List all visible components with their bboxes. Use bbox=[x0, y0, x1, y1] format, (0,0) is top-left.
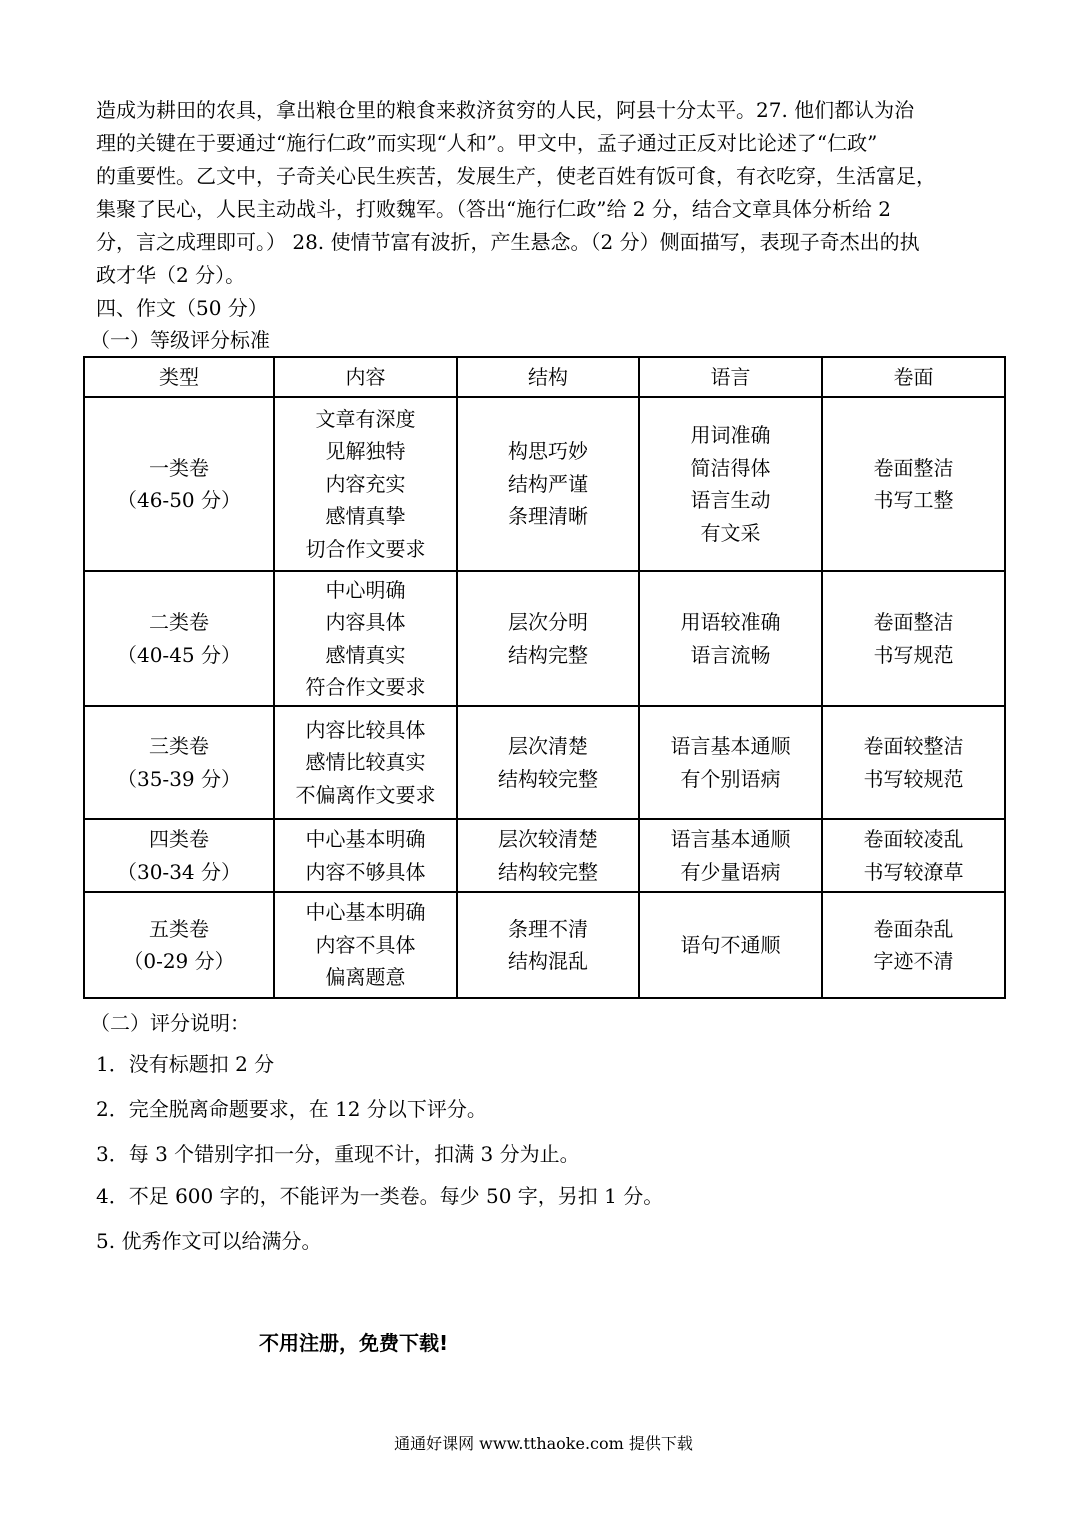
grade-range: （40-45 分） bbox=[116, 642, 241, 667]
criterion: 字迹不清 bbox=[873, 949, 954, 973]
criterion: 条理不清 bbox=[508, 916, 588, 941]
criterion: 偏离题意 bbox=[325, 965, 406, 990]
scoring-note: 5. 优秀作文可以给满分。 bbox=[96, 1229, 322, 1253]
cell-content bbox=[274, 397, 457, 571]
cell-content bbox=[274, 706, 457, 819]
cell-structure bbox=[457, 706, 639, 819]
grading-standard-heading: （一）等级评分标准 bbox=[90, 328, 270, 352]
criterion: 语言基本通顺 bbox=[670, 734, 791, 758]
cell-type bbox=[84, 892, 274, 998]
cell-type bbox=[84, 819, 274, 892]
cell-type bbox=[84, 571, 274, 706]
column-header-content: 内容 bbox=[274, 357, 457, 397]
criterion: 结构完整 bbox=[508, 642, 588, 667]
scoring-note: 4．不足 600 字的，不能评为一类卷。每少 50 字，另扣 1 分。 bbox=[96, 1184, 664, 1208]
criterion: 结构较完整 bbox=[498, 766, 598, 791]
criterion: 书写规范 bbox=[873, 642, 954, 667]
criterion: 用词准确 bbox=[690, 423, 771, 447]
page-footer: 通通好课网 www.tthaoke.com 提供下载 bbox=[394, 1434, 693, 1453]
criterion: 文章有深度 bbox=[315, 406, 416, 431]
criterion: 感情真实 bbox=[325, 642, 406, 667]
table-row bbox=[84, 706, 1005, 819]
cell-neatness bbox=[822, 892, 1005, 998]
criterion: 有少量语病 bbox=[680, 859, 781, 884]
criterion: 内容充实 bbox=[325, 471, 406, 496]
criterion: 书写较潦草 bbox=[863, 859, 964, 884]
criterion: 书写工整 bbox=[873, 488, 954, 512]
criterion: 条理清晰 bbox=[508, 504, 588, 529]
answer-line: 理的关键在于要通过“施行仁政”而实现“人和”。甲文中，孟子通过正反对比论述了“仁政” bbox=[96, 131, 878, 155]
scoring-note: 2．完全脱离命题要求，在 12 分以下评分。 bbox=[96, 1097, 487, 1121]
scoring-note: 1．没有标题扣 2 分 bbox=[96, 1052, 275, 1076]
answer-line: 的重要性。乙文中，子奇关心民生疾苦，发展生产，使老百姓有饭可食，有衣吃穿，生活富足， bbox=[96, 164, 936, 188]
criterion: 不偏离作文要求 bbox=[295, 782, 436, 807]
cell-neatness bbox=[822, 397, 1005, 571]
criterion: 语言流畅 bbox=[690, 642, 771, 667]
cell-structure bbox=[457, 571, 639, 706]
criterion: 语言基本通顺 bbox=[670, 827, 791, 851]
cell-language bbox=[639, 571, 822, 706]
criterion: 中心基本明确 bbox=[305, 827, 426, 851]
table-row bbox=[84, 892, 1005, 998]
column-header-structure: 结构 bbox=[457, 357, 639, 397]
cell-neatness bbox=[822, 819, 1005, 892]
table-row bbox=[84, 571, 1005, 706]
answer-line: 集聚了民心，人民主动战斗，打败魏军。（答出“施行仁政”给 2 分，结合文章具体分析给 2 bbox=[96, 197, 891, 221]
criterion: 感情比较真实 bbox=[305, 750, 426, 775]
criterion: 卷面杂乱 bbox=[873, 916, 954, 941]
cell-type bbox=[84, 706, 274, 819]
criterion: 卷面较凌乱 bbox=[863, 827, 964, 851]
cell-neatness bbox=[822, 571, 1005, 706]
answer-line: 造成为耕田的农具，拿出粮仓里的粮食来救济贫穷的人民，阿县十分太平。27. 他们都认为治 bbox=[96, 98, 915, 122]
cell-language bbox=[639, 892, 822, 998]
free-download-notice: 不用注册，免费下载! bbox=[259, 1331, 449, 1355]
criterion: 内容不够具体 bbox=[305, 859, 426, 884]
criterion: 内容比较具体 bbox=[305, 717, 426, 742]
grade-name: 一类卷 bbox=[149, 455, 209, 480]
column-header-language: 语言 bbox=[639, 357, 822, 397]
grade-name: 四类卷 bbox=[149, 827, 209, 851]
cell-structure bbox=[457, 819, 639, 892]
criterion: 语言生动 bbox=[690, 488, 771, 512]
cell-neatness bbox=[822, 706, 1005, 819]
criterion: 有文采 bbox=[700, 520, 761, 545]
criterion: 层次清楚 bbox=[508, 734, 588, 758]
cell-language bbox=[639, 706, 822, 819]
criterion: 符合作文要求 bbox=[305, 675, 426, 699]
criterion: 结构严谨 bbox=[508, 471, 588, 496]
answer-line: 政才华（2 分）。 bbox=[96, 263, 246, 287]
cell-type bbox=[84, 397, 274, 571]
criterion: 结构混乱 bbox=[508, 949, 588, 973]
criterion: 书写较规范 bbox=[863, 766, 964, 791]
essay-section-heading: 四、作文（50 分） bbox=[96, 296, 268, 320]
column-header-type: 类型 bbox=[84, 357, 274, 397]
grading-table bbox=[83, 356, 1006, 999]
column-header-neatness: 卷面 bbox=[822, 357, 1005, 397]
table-row bbox=[84, 819, 1005, 892]
scoring-note: 3．每 3 个错别字扣一分，重现不计，扣满 3 分为止。 bbox=[96, 1142, 580, 1166]
grade-range: （35-39 分） bbox=[116, 766, 241, 791]
criterion: 有个别语病 bbox=[680, 766, 781, 791]
cell-content bbox=[274, 571, 457, 706]
criterion: 用语较准确 bbox=[680, 610, 781, 634]
grade-name: 五类卷 bbox=[149, 916, 209, 941]
criterion: 内容不具体 bbox=[315, 932, 416, 957]
criterion: 中心基本明确 bbox=[305, 900, 426, 925]
grade-name: 二类卷 bbox=[149, 610, 209, 634]
criterion: 层次分明 bbox=[508, 610, 588, 634]
criterion: 内容具体 bbox=[325, 610, 406, 634]
criterion: 卷面整洁 bbox=[873, 610, 954, 634]
grade-range: （0-29 分） bbox=[123, 949, 235, 973]
criterion: 中心明确 bbox=[325, 577, 406, 602]
grade-range: （46-50 分） bbox=[116, 488, 241, 512]
criterion: 见解独特 bbox=[325, 439, 406, 464]
criterion: 结构较完整 bbox=[498, 859, 598, 884]
cell-structure bbox=[457, 397, 639, 571]
criterion: 卷面较整洁 bbox=[863, 734, 964, 758]
answer-paragraph bbox=[96, 94, 992, 292]
cell-language bbox=[639, 819, 822, 892]
criterion: 简洁得体 bbox=[690, 455, 771, 480]
criterion: 感情真挚 bbox=[325, 504, 406, 529]
scoring-notes-heading: （二）评分说明： bbox=[90, 1011, 250, 1035]
table-header-row bbox=[84, 357, 1005, 397]
cell-content bbox=[274, 892, 457, 998]
criterion: 构思巧妙 bbox=[508, 439, 588, 464]
criterion: 语句不通顺 bbox=[680, 932, 781, 957]
criterion: 卷面整洁 bbox=[873, 455, 954, 480]
cell-content bbox=[274, 819, 457, 892]
grade-name: 三类卷 bbox=[149, 734, 209, 758]
table-row bbox=[84, 397, 1005, 571]
grade-range: （30-34 分） bbox=[116, 859, 241, 884]
cell-structure bbox=[457, 892, 639, 998]
criterion: 切合作文要求 bbox=[305, 536, 426, 561]
criterion: 层次较清楚 bbox=[498, 827, 598, 851]
answer-line: 分，言之成理即可。） 28. 使情节富有波折，产生悬念。（2 分）侧面描写，表现子奇杰出的执 bbox=[96, 230, 920, 254]
cell-language bbox=[639, 397, 822, 571]
